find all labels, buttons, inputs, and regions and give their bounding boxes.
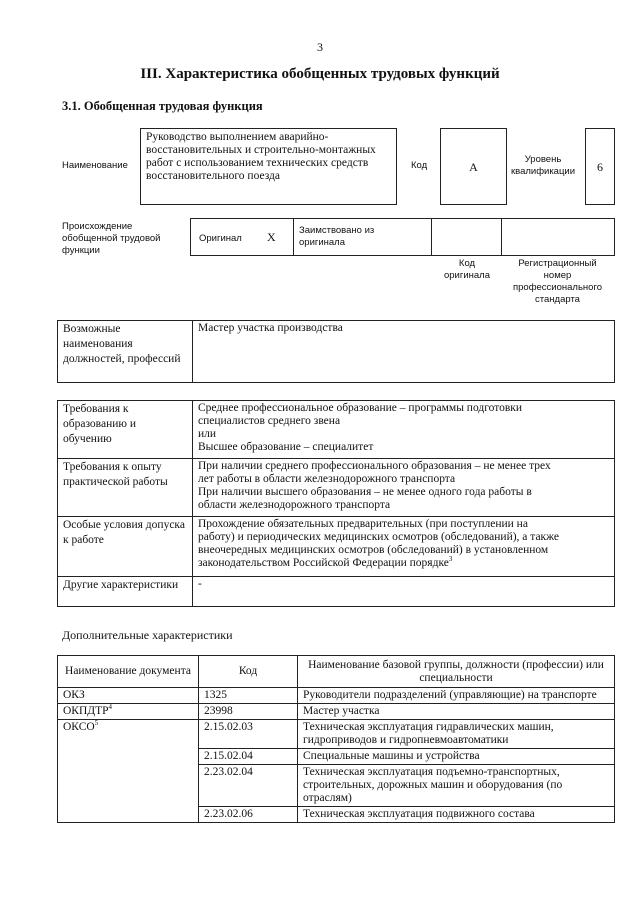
additional-title: Дополнительные характеристики	[62, 628, 233, 642]
req-other-label: Другие характеристики	[58, 577, 193, 607]
positions-value: Мастер участка производства	[193, 321, 615, 383]
origin-box	[190, 218, 615, 256]
additional-table	[57, 655, 615, 823]
subsection-title: 3.1. Обобщенная трудовая функция	[62, 99, 263, 113]
name-value: Руководство выполнением аварийно-восстановительных и строительно-монтажных работ с использованием технических средств восстановительного поезда	[140, 128, 397, 205]
borrowed-label: Заимствовано из оригинала	[299, 225, 375, 248]
req-special-value: Прохождение обязательных предварительных (при поступлении на работу) и периодических медицинских осмотров (обследований), а также внеочередных медицинских осмотров (обследований) в установленном законодательством Российской Федерации порядке$^3$	[193, 517, 615, 577]
req-experience-value: При наличии среднего профессионального образования – не менее трех лет работы в области железнодорожного транспорта При наличии высшего образования – не менее одного года работы в области железнодорожного транспорта	[193, 459, 615, 517]
reg-number-caption: Регистрационный номер профессионального стандарта	[513, 258, 602, 305]
table-row: 2.23.02.06 Техническая эксплуатация подвижного состава	[58, 807, 615, 823]
positions-label: Возможные наименования должностей, профессий	[58, 321, 193, 383]
origin-label: Происхождение обобщенной трудовой функции	[62, 221, 161, 256]
code-original-caption: Код оригинала	[443, 258, 490, 281]
req-education-value: Среднее профессиональное образование – программы подготовки специалистов среднего звена или Высшее образование – специалитет	[193, 401, 615, 459]
table-row: ОКЗ 1325 Руководители подразделений (управляющие) на транспорте	[58, 688, 615, 704]
req-other-value: -	[193, 577, 615, 607]
name-label: Наименование	[62, 160, 128, 171]
section-title: III. Характеристика обобщенных трудовых функций	[140, 66, 500, 82]
req-education-label: Требования к образованию и обучению	[58, 401, 193, 459]
col-header-document: Наименование документа	[58, 656, 199, 688]
level-label: Уровень квалификации	[510, 154, 576, 177]
table-row: 2.23.02.04 Техническая эксплуатация подъемно-транспортных, строительных, дорожных машин и оборудования (по отраслям)	[58, 765, 615, 807]
col-header-code: Код	[199, 656, 298, 688]
req-experience-label: Требования к опыту практической работы	[58, 459, 193, 517]
page-number: 3	[317, 40, 323, 54]
code-value: A	[440, 128, 507, 205]
original-mark: X	[267, 230, 276, 244]
footnote-4: 4	[108, 703, 113, 712]
req-special-label: Особые условия допуска к работе	[58, 517, 193, 577]
footnote-5: 5	[94, 719, 99, 728]
code-label: Код	[411, 160, 428, 171]
level-value: 6	[585, 128, 615, 205]
table-row: ОКСО$^5$ 2.15.02.03 Техническая эксплуатация гидравлических машин, гидроприводов и гидропневмоавтоматики	[58, 720, 615, 749]
positions-table	[57, 320, 615, 383]
requirements-table	[57, 400, 615, 607]
table-row: 2.15.02.04 Специальные машины и устройства	[58, 749, 615, 765]
original-label: Оригинал	[199, 233, 242, 244]
col-header-name: Наименование базовой группы, должности (профессии) или специальности	[298, 656, 615, 688]
footnote-3: 3	[448, 555, 453, 564]
table-row: ОКПДТР$^4$ 23998 Мастер участка	[58, 704, 615, 720]
